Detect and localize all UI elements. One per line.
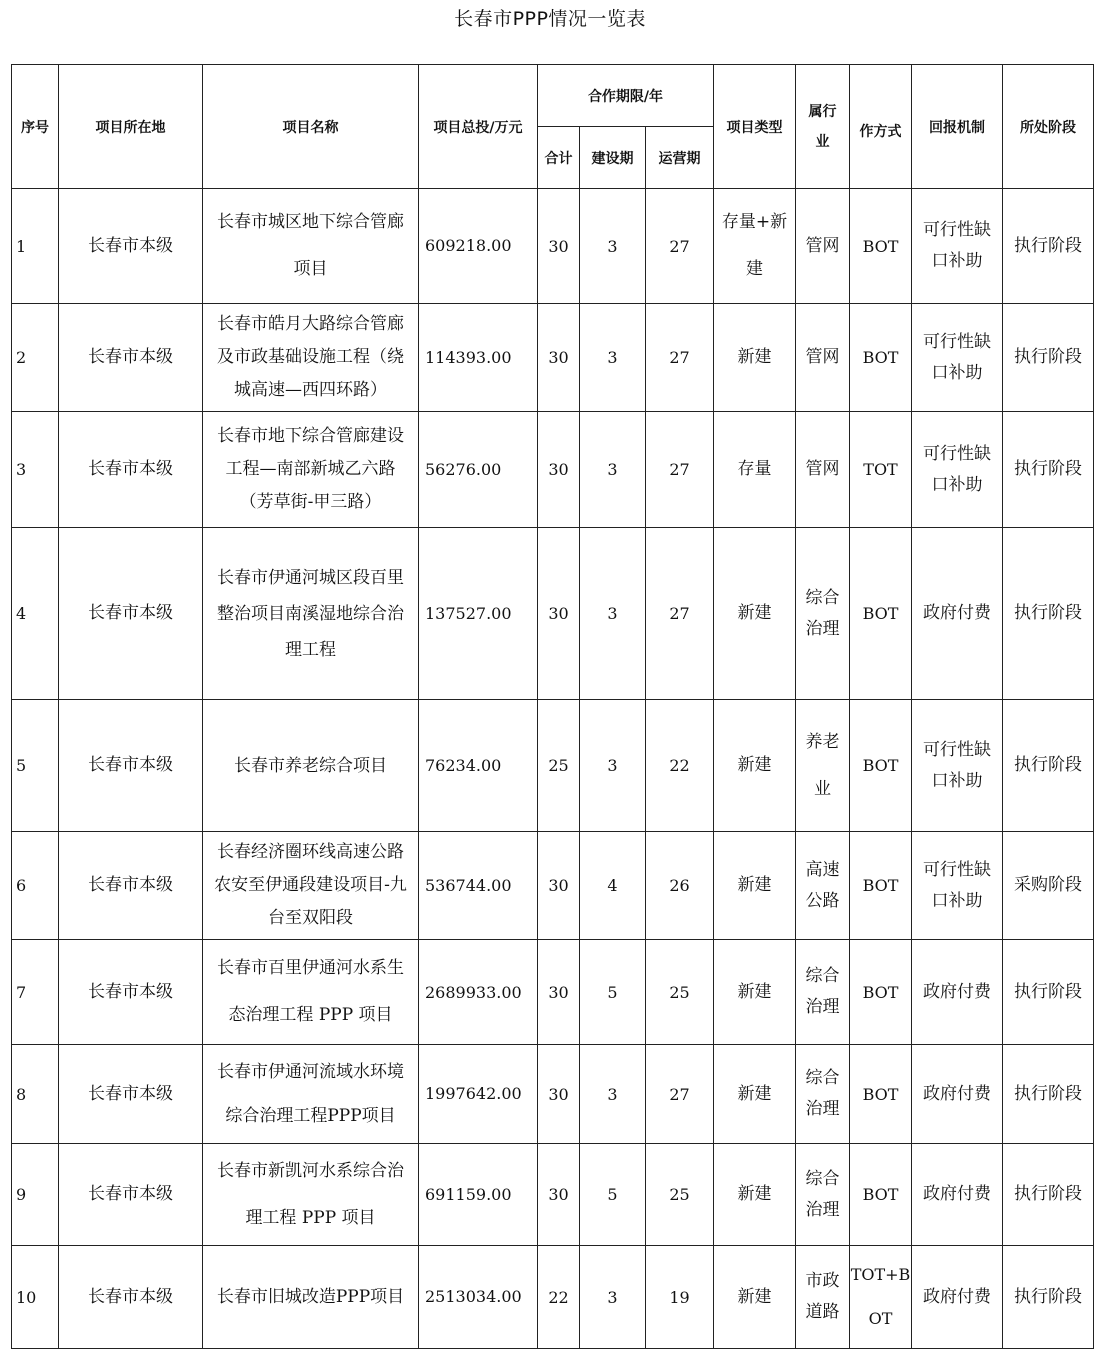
cell-total: 22 (538, 1246, 580, 1349)
table-row (12, 832, 1094, 940)
cell-mode: BOT (850, 940, 912, 1045)
cell-type: 新建 (714, 940, 796, 1045)
cell-build: 3 (580, 528, 646, 700)
cell-total: 30 (538, 189, 580, 304)
cell-mode: BOT (850, 832, 912, 940)
cell-operate: 27 (646, 304, 714, 412)
header-build: 建设期 (580, 127, 646, 189)
cell-build: 3 (580, 189, 646, 304)
cell-total: 30 (538, 1045, 580, 1144)
cell-name: 长春市旧城改造PPP项目 (203, 1246, 419, 1349)
cell-name: 长春市城区地下综合管廊项目 (203, 189, 419, 304)
cell-seq: 1 (12, 189, 59, 304)
cell-invest: 1997642.00 (419, 1045, 538, 1144)
cell-invest: 76234.00 (419, 700, 538, 832)
cell-return: 可行性缺口补助 (912, 832, 1003, 940)
table-row (12, 528, 1094, 700)
ppp-table (11, 64, 1094, 1349)
cell-operate: 25 (646, 1144, 714, 1246)
header-seq: 序号 (12, 65, 59, 189)
cell-location: 长春市本级 (59, 832, 203, 940)
cell-seq: 3 (12, 412, 59, 528)
cell-total: 25 (538, 700, 580, 832)
table-row (12, 1246, 1094, 1349)
cell-operate: 27 (646, 1045, 714, 1144)
cell-stage: 执行阶段 (1003, 1045, 1094, 1144)
cell-seq: 4 (12, 528, 59, 700)
table-row (12, 304, 1094, 412)
cell-invest: 56276.00 (419, 412, 538, 528)
cell-stage: 执行阶段 (1003, 189, 1094, 304)
cell-mode: BOT (850, 304, 912, 412)
cell-location: 长春市本级 (59, 189, 203, 304)
cell-mode: BOT (850, 528, 912, 700)
cell-name: 长春市伊通河流域水环境综合治理工程PPP项目 (203, 1045, 419, 1144)
cell-name: 长春市皓月大路综合管廊及市政基础设施工程（绕城高速—西四环路） (203, 304, 419, 412)
cell-name: 长春市养老综合项目 (203, 700, 419, 832)
cell-stage: 执行阶段 (1003, 412, 1094, 528)
cell-invest: 691159.00 (419, 1144, 538, 1246)
header-mode: 作方式 (850, 65, 912, 189)
cell-location: 长春市本级 (59, 1246, 203, 1349)
cell-type: 新建 (714, 1246, 796, 1349)
header-name: 项目名称 (203, 65, 419, 189)
header-invest: 项目总投/万元 (419, 65, 538, 189)
cell-location: 长春市本级 (59, 412, 203, 528)
header-type: 项目类型 (714, 65, 796, 189)
header-stage: 所处阶段 (1003, 65, 1094, 189)
cell-mode: BOT (850, 1045, 912, 1144)
cell-industry: 养老业 (796, 700, 850, 832)
header-location: 项目所在地 (59, 65, 203, 189)
cell-mode: BOT (850, 1144, 912, 1246)
cell-total: 30 (538, 1144, 580, 1246)
cell-return: 可行性缺口补助 (912, 700, 1003, 832)
cell-location: 长春市本级 (59, 1144, 203, 1246)
cell-return: 政府付费 (912, 1045, 1003, 1144)
table-row (12, 1045, 1094, 1144)
cell-total: 30 (538, 832, 580, 940)
cell-industry: 综合治理 (796, 528, 850, 700)
cell-stage: 执行阶段 (1003, 940, 1094, 1045)
cell-stage: 执行阶段 (1003, 528, 1094, 700)
cell-invest: 137527.00 (419, 528, 538, 700)
cell-type: 存量+新建 (714, 189, 796, 304)
cell-location: 长春市本级 (59, 940, 203, 1045)
cell-type: 新建 (714, 528, 796, 700)
cell-build: 3 (580, 412, 646, 528)
cell-return: 政府付费 (912, 940, 1003, 1045)
cell-build: 3 (580, 700, 646, 832)
cell-name: 长春市百里伊通河水系生态治理工程 PPP 项目 (203, 940, 419, 1045)
cell-build: 3 (580, 304, 646, 412)
cell-operate: 19 (646, 1246, 714, 1349)
header-industry: 属行业 (796, 65, 850, 189)
cell-location: 长春市本级 (59, 1045, 203, 1144)
cell-operate: 26 (646, 832, 714, 940)
cell-operate: 25 (646, 940, 714, 1045)
cell-return: 政府付费 (912, 528, 1003, 700)
cell-industry: 综合治理 (796, 1045, 850, 1144)
table-row (12, 700, 1094, 832)
cell-invest: 2513034.00 (419, 1246, 538, 1349)
cell-seq: 6 (12, 832, 59, 940)
header-operate: 运营期 (646, 127, 714, 189)
cell-type: 新建 (714, 832, 796, 940)
cell-name: 长春经济圈环线高速公路农安至伊通段建设项目-九台至双阳段 (203, 832, 419, 940)
cell-mode: BOT (850, 189, 912, 304)
cell-seq: 5 (12, 700, 59, 832)
cell-type: 新建 (714, 1144, 796, 1246)
cell-build: 3 (580, 1045, 646, 1144)
cell-build: 5 (580, 940, 646, 1045)
table-row (12, 412, 1094, 528)
cell-type: 新建 (714, 304, 796, 412)
cell-stage: 执行阶段 (1003, 304, 1094, 412)
cell-build: 4 (580, 832, 646, 940)
table-row (12, 1144, 1094, 1246)
cell-name: 长春市新凯河水系综合治理工程 PPP 项目 (203, 1144, 419, 1246)
cell-operate: 27 (646, 189, 714, 304)
cell-type: 新建 (714, 700, 796, 832)
cell-return: 可行性缺口补助 (912, 189, 1003, 304)
cell-location: 长春市本级 (59, 700, 203, 832)
cell-operate: 27 (646, 412, 714, 528)
cell-location: 长春市本级 (59, 528, 203, 700)
cell-total: 30 (538, 940, 580, 1045)
cell-operate: 27 (646, 528, 714, 700)
cell-seq: 7 (12, 940, 59, 1045)
cell-return: 政府付费 (912, 1246, 1003, 1349)
page-title: 长春市PPP情况一览表 (454, 8, 646, 30)
cell-name: 长春市伊通河城区段百里整治项目南溪湿地综合治理工程 (203, 528, 419, 700)
cell-name: 长春市地下综合管廊建设工程—南部新城乙六路（芳草街-甲三路） (203, 412, 419, 528)
cell-stage: 执行阶段 (1003, 1246, 1094, 1349)
cell-industry: 高速公路 (796, 832, 850, 940)
cell-invest: 609218.00 (419, 189, 538, 304)
cell-build: 5 (580, 1144, 646, 1246)
cell-type: 存量 (714, 412, 796, 528)
cell-mode: TOT (850, 412, 912, 528)
cell-type: 新建 (714, 1045, 796, 1144)
cell-industry: 管网 (796, 412, 850, 528)
header-total: 合计 (538, 127, 580, 189)
header-return: 回报机制 (912, 65, 1003, 189)
table-row (12, 189, 1094, 304)
cell-operate: 22 (646, 700, 714, 832)
cell-invest: 536744.00 (419, 832, 538, 940)
cell-return: 可行性缺口补助 (912, 412, 1003, 528)
cell-total: 30 (538, 412, 580, 528)
table-row (12, 940, 1094, 1045)
cell-mode: TOT+BOT (850, 1246, 912, 1349)
cell-invest: 114393.00 (419, 304, 538, 412)
cell-location: 长春市本级 (59, 304, 203, 412)
cell-return: 政府付费 (912, 1144, 1003, 1246)
cell-industry: 综合治理 (796, 940, 850, 1045)
cell-stage: 采购阶段 (1003, 832, 1094, 940)
cell-build: 3 (580, 1246, 646, 1349)
cell-industry: 管网 (796, 304, 850, 412)
cell-industry: 管网 (796, 189, 850, 304)
cell-seq: 8 (12, 1045, 59, 1144)
cell-total: 30 (538, 304, 580, 412)
cell-mode: BOT (850, 700, 912, 832)
cell-seq: 10 (12, 1246, 59, 1349)
cell-invest: 2689933.00 (419, 940, 538, 1045)
cell-stage: 执行阶段 (1003, 1144, 1094, 1246)
header-period: 合作期限/年 (538, 65, 714, 127)
cell-stage: 执行阶段 (1003, 700, 1094, 832)
cell-total: 30 (538, 528, 580, 700)
cell-seq: 9 (12, 1144, 59, 1246)
cell-industry: 市政道路 (796, 1246, 850, 1349)
cell-return: 可行性缺口补助 (912, 304, 1003, 412)
cell-seq: 2 (12, 304, 59, 412)
cell-industry: 综合治理 (796, 1144, 850, 1246)
